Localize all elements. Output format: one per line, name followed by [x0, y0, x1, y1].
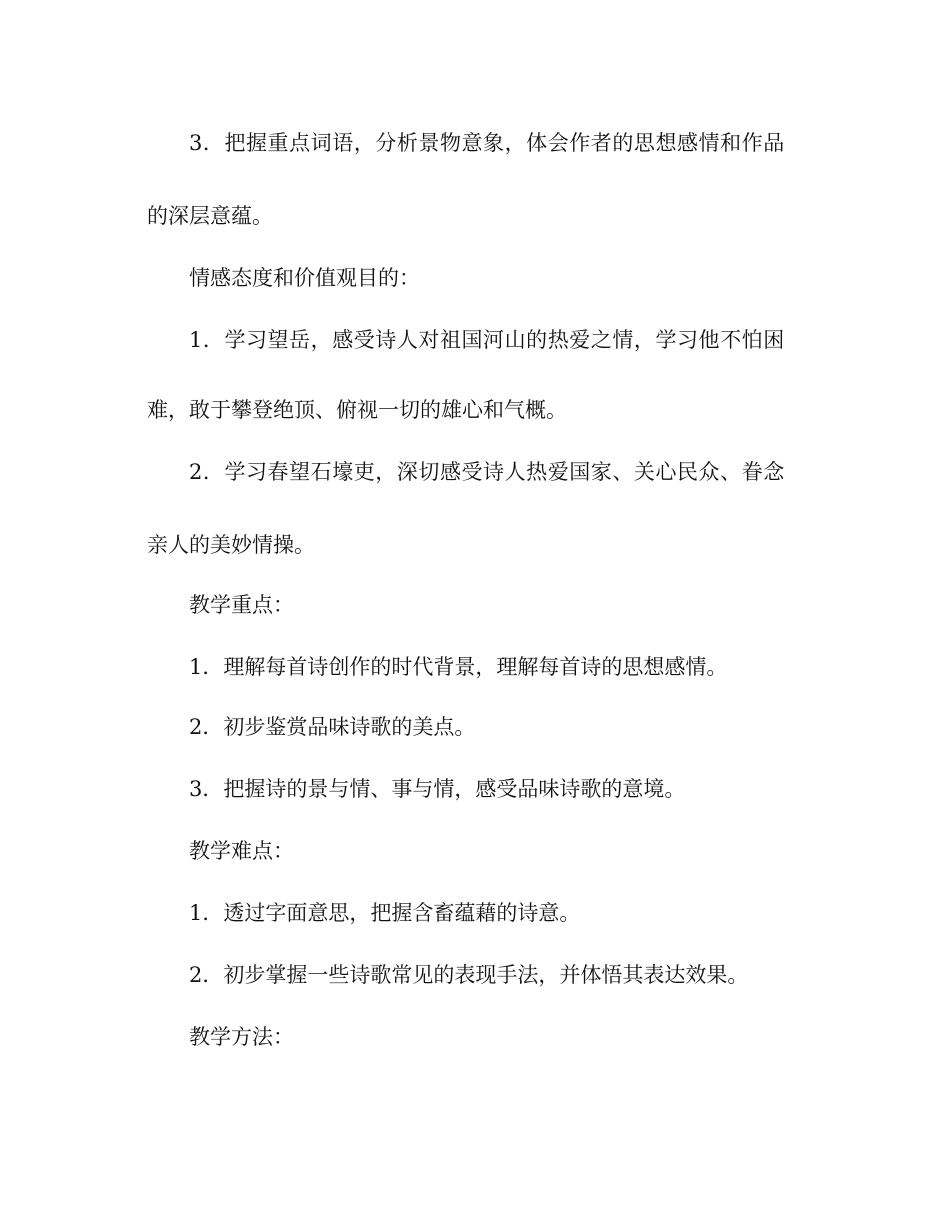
paragraph-line: 亲人的美妙情操。 — [147, 533, 315, 557]
section-heading: 情感态度和价值观目的： — [189, 266, 420, 290]
paragraph-line: 的深层意蕴。 — [147, 204, 273, 228]
list-item: 2．初步鉴赏品味诗歌的美点。 — [189, 715, 476, 739]
paragraph-line: 2．学习春望石壕吏，深切感受诗人热爱国家、关心民众、眷念 — [189, 460, 785, 484]
paragraph-line: 3．把握重点词语，分析景物意象，体会作者的思想感情和作品 — [189, 131, 785, 155]
paragraph-line: 难，敢于攀登绝顶、俯视一切的雄心和气概。 — [147, 398, 567, 422]
paragraph-line: 1．学习望岳，感受诗人对祖国河山的热爱之情，学习他不怕困 — [189, 328, 785, 352]
list-item: 3．把握诗的景与情、事与情，感受品味诗歌的意境。 — [189, 777, 686, 801]
list-item: 1．透过字面意思，把握含畜蕴藉的诗意。 — [189, 901, 581, 925]
section-heading: 教学重点： — [189, 593, 294, 617]
section-heading: 教学难点： — [189, 839, 294, 863]
list-item: 1．理解每首诗创作的时代背景，理解每首诗的思想感情。 — [189, 655, 728, 679]
list-item: 2．初步掌握一些诗歌常见的表现手法，并体悟其表达效果。 — [189, 963, 749, 987]
section-heading: 教学方法： — [189, 1025, 294, 1049]
